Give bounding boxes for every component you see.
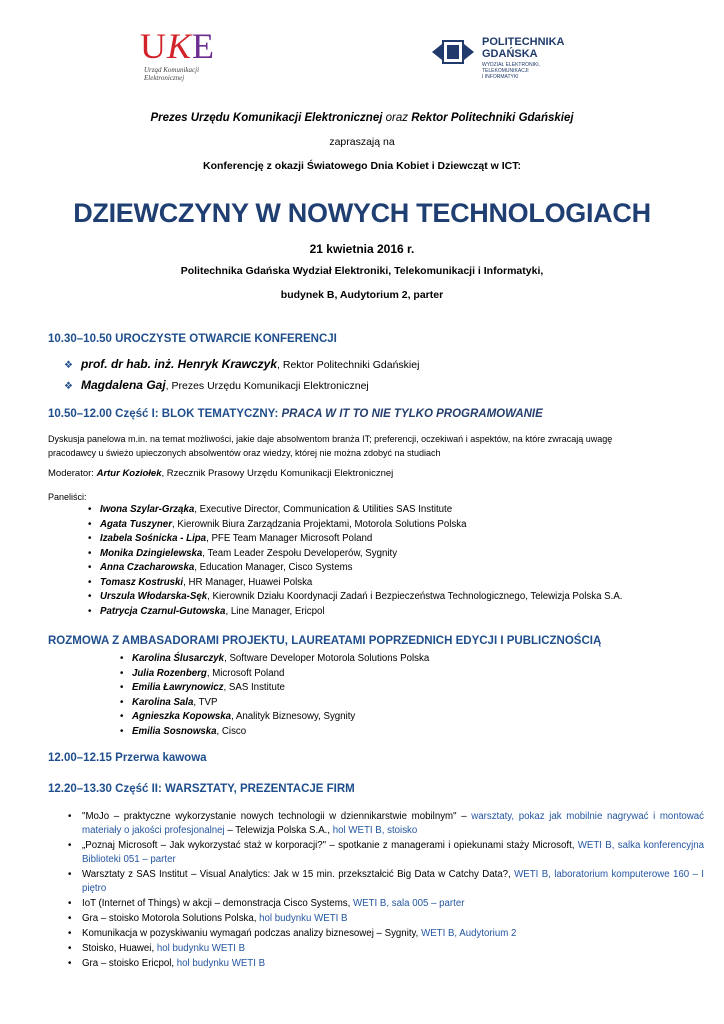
list-item: • Anna Czacharowska, Education Manager, Cisco Systems — [88, 561, 622, 576]
list-item: • Agata Tuszyner, Kierownik Biura Zarządzania Projektami, Motorola Solutions Polska — [88, 518, 622, 533]
list-item: • Karolina Sala, TVP — [120, 696, 429, 711]
panelists-label: Paneliści: — [48, 492, 87, 502]
list-item: • Izabela Sośnicka - Lipa, PFE Team Manager Microsoft Poland — [88, 532, 622, 547]
list-item: • Emilia Ławrynowicz, SAS Institute — [120, 681, 429, 696]
part2-heading: 12.20–13.30 Część II: WARSZTATY, PREZENTACJE FIRM — [48, 783, 355, 795]
venue-line-2: budynek B, Audytorium 2, parter — [280, 289, 444, 301]
list-item: • Patrycja Czarnul-Gutowska, Line Manager, Ericpol — [88, 605, 622, 620]
politechnika-gdanska-logo — [430, 36, 580, 80]
diamond-bullet-icon: ❖ — [64, 381, 73, 392]
workshops-list — [66, 810, 704, 972]
hosts-line: Prezes Urzędu Komunikacji Elektronicznej oraz Rektor Politechniki Gdańskiej — [150, 112, 574, 124]
list-item: • Gra – stoisko Ericpol, hol budynku WETI B — [66, 957, 704, 971]
list-item: • IoT (Internet of Things) w akcji – demonstracja Cisco Systems, WETI B, sala 005 – parter — [66, 897, 704, 911]
list-item: • Julia Rozenberg, Microsoft Poland — [120, 667, 429, 682]
ambassadors-heading: ROZMOWA Z AMBASADORAMI PROJEKTU, LAUREATAMI POPRZEDNICH EDYCJI I PUBLICZNOŚCIĄ — [48, 635, 602, 647]
panel-description: Dyskusja panelowa m.in. na temat możliwości, jakie daje absolwentom branża IT; preferencji, oczekiwań i aspektów, na które zwracają uwagę pracodawcy u świeżo upieczonych absolwentów oraz wiedzy, której nie można zdobyć na studiach — [48, 434, 613, 458]
opening-heading: 10.30–10.50 UROCZYSTE OTWARCIE KONFERENCJI — [48, 333, 337, 345]
pg-logo-faculty: WYDZIAŁ ELEKTRONIKI, TELEKOMUNIKACJI I INFORMATYKI — [482, 62, 541, 80]
page-title: DZIEWCZYNY W NOWYCH TECHNOLOGIACH — [73, 198, 651, 228]
opening-speaker: ❖ Magdalena Gaj, Prezes Urzędu Komunikacji Elektronicznej — [64, 378, 369, 392]
uke-logo-letters: UKE — [140, 26, 216, 66]
list-item: • Agnieszka Kopowska, Analityk Biznesowy, Sygnity — [120, 710, 429, 725]
list-item: • „Poznaj Microsoft – Jak wykorzystać staż w korporacji?" – spotkanie z managerami i opiekunami staży Microsoft, WETI B, salka konferencyjna Biblioteki 051 – parter — [66, 839, 704, 867]
uke-logo-subtitle: Urząd Komunikacji Elektronicznej — [144, 66, 200, 82]
list-item: • "MoJo – praktyczne wykorzystanie nowych technologii w dziennikarstwie mobilnym" – warsztaty, pokaz jak mobilnie nagrywać i montować materiały o jakości profesjonalnej – Telewizja Polska S.A., hol WETI B, stoisko — [66, 810, 704, 838]
list-item: • Stoisko, Huawei, hol budynku WETI B — [66, 942, 704, 956]
opening-speaker: ❖ prof. dr hab. inż. Henryk Krawczyk, Rektor Politechniki Gdańskiej — [64, 357, 420, 371]
pg-logo-name: POLITECHNIKA GDAŃSKA — [482, 36, 565, 60]
list-item: • Tomasz Kostruski, HR Manager, Huawei Polska — [88, 576, 622, 591]
moderator-line: Moderator: Artur Koziołek, Rzecznik Prasowy Urzędu Komunikacji Elektronicznej — [48, 468, 394, 479]
list-item: • Gra – stoisko Motorola Solutions Polska, hol budynku WETI B — [66, 912, 704, 926]
list-item: • Urszula Włodarska-Sęk, Kierownik Działu Koordynacji Zadań i Bezpieczeństwa Technologicznego, Telewizja Polska S.A. — [88, 590, 622, 605]
pg-emblem-icon — [430, 38, 476, 66]
conference-line: Konferencję z okazji Światowego Dnia Kobiet i Dziewcząt w ICT: — [203, 160, 521, 172]
break-heading: 12.00–12.15 Przerwa kawowa — [48, 752, 207, 764]
venue-line-1: Politechnika Gdańska Wydział Elektroniki, Telekomunikacji i Informatyki, — [180, 265, 544, 277]
panelists-list — [88, 503, 622, 619]
list-item: • Karolina Ślusarczyk, Software Developer Motorola Solutions Polska — [120, 652, 429, 667]
event-date: 21 kwietnia 2016 r. — [309, 242, 415, 256]
diamond-bullet-icon: ❖ — [64, 360, 73, 371]
list-item: • Komunikacja w pozyskiwaniu wymagań podczas analizy biznesowej – Sygnity, WETI B, Audytorium 2 — [66, 927, 704, 941]
invite-line: zapraszają na — [329, 136, 395, 148]
part1-heading: 10.50–12.00 Część I: BLOK TEMATYCZNY: PRACA W IT TO NIE TYLKO PROGRAMOWANIE — [48, 408, 543, 420]
uke-logo — [140, 28, 230, 84]
list-item: • Warsztaty z SAS Institut – Visual Analytics: Jak w 15 min. przekształcić Big Data w Catchy Data?, WETI B, laboratorium komputerowe 160 – I piętro — [66, 868, 704, 896]
ambassadors-list — [120, 652, 429, 739]
list-item: • Iwona Szylar-Grząka, Executive Director, Communication & Utilities SAS Institute — [88, 503, 622, 518]
list-item: • Emilia Sosnowska, Cisco — [120, 725, 429, 740]
list-item: • Monika Dzingielewska, Team Leader Zespołu Developerów, Sygnity — [88, 547, 622, 562]
